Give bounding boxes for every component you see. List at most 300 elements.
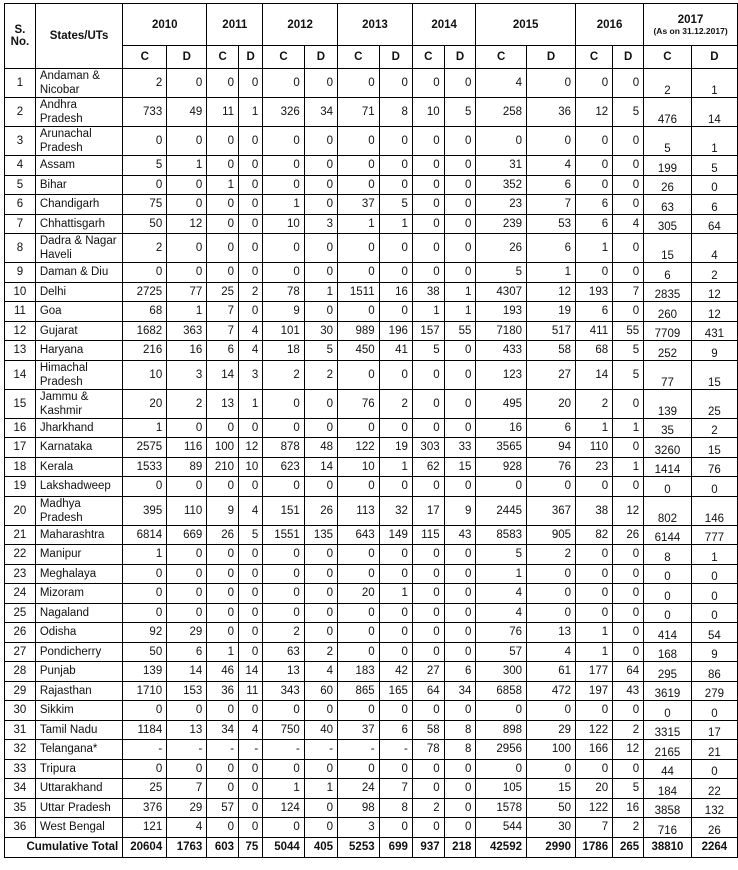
cases-cell: 151 (263, 496, 305, 525)
deaths-cell: 29 (167, 623, 207, 643)
cases-cell: 11 (207, 98, 239, 127)
total-cases-cell: 603 (207, 837, 239, 857)
cases-cell: 0 (338, 603, 380, 623)
cases-cell: 3 (338, 818, 380, 838)
cases-cell: 31 (476, 156, 527, 176)
cases-cell: 0 (338, 69, 380, 98)
cases-cell: 1 (263, 779, 305, 799)
table-row (5, 341, 738, 361)
deaths-cell: 0 (613, 623, 644, 643)
deaths-cell: 26 (304, 496, 337, 525)
serial-number: 17 (5, 438, 36, 458)
serial-number: 4 (5, 156, 36, 176)
header-deaths: D (613, 46, 644, 69)
cases-cell: 0 (412, 195, 444, 215)
header-cases: C (412, 46, 444, 69)
deaths-cell: 0 (444, 759, 476, 779)
deaths-cell: 0 (304, 156, 337, 176)
deaths-cell: 0 (239, 263, 263, 283)
cases-cell: 0 (576, 69, 613, 98)
cases-cell: 0 (576, 564, 613, 584)
cases-cell: 63 (263, 642, 305, 662)
cases-cell: 36 (207, 681, 239, 701)
serial-number: 14 (5, 360, 36, 389)
deaths-cell: 7 (613, 282, 644, 302)
cases-cell: 0 (207, 69, 239, 98)
cases-cell: 50 (123, 214, 167, 234)
cases-cell: 78 (263, 282, 305, 302)
cases-cell: 0 (576, 545, 613, 565)
deaths-cell: 0 (167, 127, 207, 156)
cases-cell: 0 (412, 603, 444, 623)
cases-cell: 0 (207, 263, 239, 283)
deaths-cell: 0 (379, 701, 412, 721)
cases-cell: 0 (263, 175, 305, 195)
cases-cell: 6 (576, 195, 613, 215)
cases-cell: 58 (412, 720, 444, 740)
deaths-cell: 0 (239, 584, 263, 604)
header-deaths: D (379, 46, 412, 69)
deaths-cell: 12 (613, 740, 644, 760)
state-name: Uttarakhand (35, 779, 122, 799)
cases-cell: 23 (576, 457, 613, 477)
cases-cell: 14 (576, 360, 613, 389)
header-cases: C (644, 46, 692, 69)
state-name: Lakshadweep (35, 477, 122, 497)
deaths-cell: 20 (527, 389, 576, 418)
deaths-cell: 5 (379, 195, 412, 215)
deaths-cell: 0 (239, 798, 263, 818)
deaths-cell: 472 (527, 681, 576, 701)
table-row (5, 740, 738, 760)
cases-cell: 168 (644, 642, 692, 662)
cases-cell: 0 (476, 477, 527, 497)
deaths-cell: 1 (239, 389, 263, 418)
cases-cell: 0 (123, 759, 167, 779)
cases-cell: 0 (576, 759, 613, 779)
cases-cell: 352 (476, 175, 527, 195)
deaths-cell: 0 (613, 564, 644, 584)
deaths-cell: 10 (239, 457, 263, 477)
cases-cell: 23 (476, 195, 527, 215)
cases-cell: 7709 (644, 321, 692, 341)
cases-cell: 37 (338, 720, 380, 740)
cases-cell: 68 (576, 341, 613, 361)
deaths-cell: 5 (239, 525, 263, 545)
deaths-cell: 26 (613, 525, 644, 545)
header-year-2013: 2013 (338, 4, 413, 46)
deaths-cell: 0 (613, 438, 644, 458)
deaths-cell: 3 (239, 360, 263, 389)
table-row (5, 360, 738, 389)
cases-cell: - (338, 740, 380, 760)
table-row (5, 477, 738, 497)
deaths-cell: 110 (167, 496, 207, 525)
cases-cell: 2 (123, 234, 167, 263)
deaths-cell: 2 (613, 818, 644, 838)
cases-cell: 258 (476, 98, 527, 127)
cases-cell: 0 (644, 584, 692, 604)
cases-cell: 2 (263, 360, 305, 389)
deaths-cell: 0 (167, 759, 207, 779)
state-name: Jammu & Kashmir (35, 389, 122, 418)
deaths-cell: 25 (691, 389, 737, 418)
header-cases: C (338, 46, 380, 69)
deaths-cell: 0 (379, 642, 412, 662)
cases-cell: 10 (123, 360, 167, 389)
deaths-cell: 6 (167, 642, 207, 662)
cases-cell: 1 (263, 195, 305, 215)
cases-cell: 0 (338, 234, 380, 263)
cases-cell: 0 (644, 701, 692, 721)
deaths-cell: 135 (304, 525, 337, 545)
deaths-cell: 0 (444, 623, 476, 643)
deaths-cell: 6 (527, 175, 576, 195)
deaths-cell: 2 (304, 360, 337, 389)
cases-cell: 239 (476, 214, 527, 234)
state-name: Punjab (35, 662, 122, 682)
deaths-cell: 9 (691, 341, 737, 361)
deaths-cell: 6 (527, 234, 576, 263)
cases-cell: 450 (338, 341, 380, 361)
deaths-cell: 0 (444, 418, 476, 438)
deaths-cell: 0 (167, 69, 207, 98)
cases-cell: 0 (576, 603, 613, 623)
deaths-cell: 15 (691, 438, 737, 458)
deaths-cell: 0 (304, 175, 337, 195)
deaths-cell: 0 (304, 234, 337, 263)
deaths-cell: 0 (379, 418, 412, 438)
cases-cell: 1 (576, 623, 613, 643)
cases-cell: 0 (207, 779, 239, 799)
deaths-cell: 5 (444, 98, 476, 127)
deaths-cell: 777 (691, 525, 737, 545)
cases-cell: 6 (576, 214, 613, 234)
deaths-cell: 0 (167, 175, 207, 195)
cases-cell: 0 (476, 701, 527, 721)
deaths-cell: 0 (239, 69, 263, 98)
header-state: States/UTs (35, 4, 122, 69)
total-deaths-cell: 405 (304, 837, 337, 857)
cases-cell: 8 (644, 545, 692, 565)
deaths-cell: 0 (239, 603, 263, 623)
deaths-cell: 34 (304, 98, 337, 127)
table-row (5, 457, 738, 477)
deaths-cell: 27 (527, 360, 576, 389)
cases-cell: 122 (576, 798, 613, 818)
cases-cell: 1184 (123, 720, 167, 740)
state-name: Madhya Pradesh (35, 496, 122, 525)
cases-cell: 122 (576, 720, 613, 740)
state-name: Odisha (35, 623, 122, 643)
cases-deaths-table (4, 3, 738, 858)
deaths-cell: 0 (239, 759, 263, 779)
deaths-cell: 0 (304, 818, 337, 838)
cases-cell: 0 (338, 418, 380, 438)
cases-cell: 5 (476, 263, 527, 283)
deaths-cell: 9 (691, 642, 737, 662)
deaths-cell: 58 (527, 341, 576, 361)
state-name: Daman & Diu (35, 263, 122, 283)
deaths-cell: 0 (167, 584, 207, 604)
deaths-cell: 0 (613, 127, 644, 156)
table-row (5, 818, 738, 838)
cases-cell: 13 (207, 389, 239, 418)
deaths-cell: 153 (167, 681, 207, 701)
cases-cell: 0 (412, 127, 444, 156)
cases-cell: 0 (412, 477, 444, 497)
deaths-cell: 48 (304, 438, 337, 458)
header-cases: C (576, 46, 613, 69)
cases-cell: 35 (644, 418, 692, 438)
deaths-cell: 0 (444, 798, 476, 818)
cases-cell: 0 (263, 759, 305, 779)
cases-cell: 183 (338, 662, 380, 682)
deaths-cell: 0 (379, 545, 412, 565)
deaths-cell: 8 (444, 740, 476, 760)
deaths-cell: 1 (444, 282, 476, 302)
deaths-cell: 0 (304, 759, 337, 779)
cases-cell: 105 (476, 779, 527, 799)
cases-cell: 0 (412, 818, 444, 838)
table-row (5, 701, 738, 721)
state-name: Mizoram (35, 584, 122, 604)
deaths-cell: 14 (239, 662, 263, 682)
cases-cell: 260 (644, 302, 692, 322)
total-deaths-cell: 75 (239, 837, 263, 857)
serial-number: 8 (5, 234, 36, 263)
deaths-cell: 0 (304, 603, 337, 623)
deaths-cell: 0 (304, 263, 337, 283)
deaths-cell: 0 (379, 477, 412, 497)
deaths-cell: 0 (304, 584, 337, 604)
cases-cell: 0 (207, 564, 239, 584)
deaths-cell: 0 (444, 69, 476, 98)
cases-cell: 14 (207, 360, 239, 389)
state-name: Dadra & Nagar Haveli (35, 234, 122, 263)
cases-cell: 26 (476, 234, 527, 263)
deaths-cell: 132 (691, 798, 737, 818)
state-name: Haryana (35, 341, 122, 361)
deaths-cell: 1 (691, 127, 737, 156)
deaths-cell: 116 (167, 438, 207, 458)
deaths-cell: - (304, 740, 337, 760)
cases-cell: 623 (263, 457, 305, 477)
deaths-cell: 165 (379, 681, 412, 701)
cases-cell: 802 (644, 496, 692, 525)
cases-cell: 0 (412, 759, 444, 779)
deaths-cell: 0 (167, 234, 207, 263)
cases-cell: 0 (123, 603, 167, 623)
cases-cell: 0 (263, 69, 305, 98)
table-row (5, 759, 738, 779)
cases-cell: 100 (207, 438, 239, 458)
cases-cell: 0 (123, 175, 167, 195)
cases-cell: 0 (263, 156, 305, 176)
deaths-cell: 4 (167, 818, 207, 838)
state-name: Jharkhand (35, 418, 122, 438)
cases-cell: 5 (412, 341, 444, 361)
cases-cell: 0 (644, 603, 692, 623)
deaths-cell: 0 (691, 175, 737, 195)
deaths-cell: 0 (444, 477, 476, 497)
deaths-cell: 0 (613, 156, 644, 176)
serial-number: 21 (5, 525, 36, 545)
cases-cell: 124 (263, 798, 305, 818)
total-cases-cell: 5044 (263, 837, 305, 857)
serial-number: 7 (5, 214, 36, 234)
deaths-cell: 1 (527, 263, 576, 283)
cases-cell: 7180 (476, 321, 527, 341)
cases-cell: 0 (338, 545, 380, 565)
deaths-cell: 6 (444, 662, 476, 682)
cases-cell: 0 (207, 545, 239, 565)
deaths-cell: 1 (304, 779, 337, 799)
serial-number: 2 (5, 98, 36, 127)
deaths-cell: 8 (379, 798, 412, 818)
header-year-2011: 2011 (207, 4, 263, 46)
state-name: Arunachal Pradesh (35, 127, 122, 156)
table-row (5, 234, 738, 263)
serial-number: 9 (5, 263, 36, 283)
deaths-cell: 0 (379, 623, 412, 643)
cases-cell: 6144 (644, 525, 692, 545)
deaths-cell: 149 (379, 525, 412, 545)
cases-cell: 0 (123, 127, 167, 156)
deaths-cell: 8 (444, 720, 476, 740)
cases-cell: 0 (644, 477, 692, 497)
cases-cell: 25 (123, 779, 167, 799)
header-deaths: D (239, 46, 263, 69)
cases-cell: 0 (338, 759, 380, 779)
cases-cell: 8583 (476, 525, 527, 545)
cases-cell: 15 (644, 234, 692, 263)
cases-cell: 76 (476, 623, 527, 643)
cases-cell: 0 (476, 759, 527, 779)
table-row (5, 603, 738, 623)
deaths-cell: 0 (239, 156, 263, 176)
deaths-cell: 0 (444, 603, 476, 623)
cases-cell: 0 (207, 584, 239, 604)
deaths-cell: 54 (691, 623, 737, 643)
total-cases-cell: 1786 (576, 837, 613, 857)
state-name: Bihar (35, 175, 122, 195)
cases-cell: 1 (576, 418, 613, 438)
deaths-cell: 7 (527, 195, 576, 215)
cases-cell: 2 (644, 69, 692, 98)
deaths-cell: 367 (527, 496, 576, 525)
deaths-cell: 146 (691, 496, 737, 525)
cases-cell: 0 (338, 156, 380, 176)
table-row (5, 175, 738, 195)
serial-number: 33 (5, 759, 36, 779)
deaths-cell: 0 (527, 477, 576, 497)
deaths-cell: 0 (239, 818, 263, 838)
cases-cell: 50 (123, 642, 167, 662)
total-cases-cell: 20604 (123, 837, 167, 857)
deaths-cell: 0 (167, 603, 207, 623)
total-cases-cell: 5253 (338, 837, 380, 857)
deaths-cell: 5 (613, 779, 644, 799)
cases-cell: 68 (123, 302, 167, 322)
deaths-cell: 30 (304, 321, 337, 341)
deaths-cell: 0 (444, 127, 476, 156)
deaths-cell: 100 (527, 740, 576, 760)
deaths-cell: 0 (167, 701, 207, 721)
deaths-cell: 0 (527, 603, 576, 623)
header-year-2010: 2010 (123, 4, 207, 46)
cases-cell: 2 (263, 623, 305, 643)
cases-cell: 0 (263, 127, 305, 156)
cases-cell: 295 (644, 662, 692, 682)
deaths-cell: 0 (167, 477, 207, 497)
header-2017-note: (As on 31.12.2017) (653, 25, 728, 36)
deaths-cell: 15 (444, 457, 476, 477)
table-row (5, 681, 738, 701)
deaths-cell: 86 (691, 662, 737, 682)
deaths-cell: 0 (444, 564, 476, 584)
cases-cell: 193 (476, 302, 527, 322)
cases-cell: 0 (207, 603, 239, 623)
cases-cell: 0 (263, 234, 305, 263)
deaths-cell: 0 (379, 603, 412, 623)
deaths-cell: 0 (444, 195, 476, 215)
cases-cell: 326 (263, 98, 305, 127)
deaths-cell: 0 (379, 759, 412, 779)
cases-cell: 177 (576, 662, 613, 682)
cases-cell: 20 (123, 389, 167, 418)
deaths-cell: 9 (444, 496, 476, 525)
deaths-cell: 0 (239, 564, 263, 584)
deaths-cell: 55 (613, 321, 644, 341)
cases-cell: 6814 (123, 525, 167, 545)
cases-cell: 0 (338, 623, 380, 643)
deaths-cell: 0 (444, 360, 476, 389)
cases-cell: 0 (412, 389, 444, 418)
cases-cell: 0 (263, 584, 305, 604)
deaths-cell: 1 (444, 302, 476, 322)
cases-cell: 0 (412, 156, 444, 176)
serial-number: 15 (5, 389, 36, 418)
deaths-cell: 12 (239, 438, 263, 458)
total-deaths-cell: 2990 (527, 837, 576, 857)
cases-cell: 0 (338, 360, 380, 389)
cases-cell: 1551 (263, 525, 305, 545)
deaths-cell: 0 (239, 779, 263, 799)
header-year-2012: 2012 (263, 4, 338, 46)
table-row (5, 389, 738, 418)
deaths-cell: 0 (379, 156, 412, 176)
cases-cell: 3315 (644, 720, 692, 740)
cases-cell: 0 (576, 477, 613, 497)
cases-cell: 0 (576, 156, 613, 176)
deaths-cell: 21 (691, 740, 737, 760)
table-row (5, 564, 738, 584)
deaths-cell: 0 (613, 584, 644, 604)
deaths-cell: 0 (304, 69, 337, 98)
header-cases: C (476, 46, 527, 69)
table-row (5, 623, 738, 643)
deaths-cell: 0 (167, 564, 207, 584)
deaths-cell: 0 (444, 545, 476, 565)
deaths-cell: 4 (527, 156, 576, 176)
deaths-cell: 94 (527, 438, 576, 458)
deaths-cell: 1 (691, 545, 737, 565)
deaths-cell: 4 (527, 642, 576, 662)
cases-cell: 121 (123, 818, 167, 838)
cases-cell: 303 (412, 438, 444, 458)
deaths-cell: 1 (304, 282, 337, 302)
